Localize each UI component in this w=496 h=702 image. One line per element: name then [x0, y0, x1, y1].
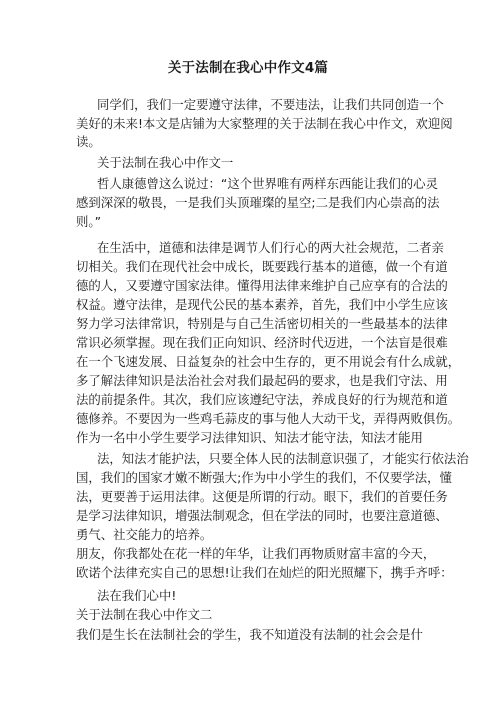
paragraph-line: 同学们，我们一定要遵守法律，不要违法，让我们共同创造一个 — [97, 97, 444, 112]
paragraph-line: 美好的未来!本文是店铺为大家整理的关于法制在我心中作文，欢迎阅 — [76, 116, 453, 131]
document-title: 关于法制在我心中作文4篇 — [167, 60, 329, 76]
paragraph-line: 多了解法律知识是法治社会对我们最起码的要求，也是我们守法、用 — [76, 373, 448, 388]
paragraph-line: 欧诺个法律充实自己的思想!让我们在灿烂的阳光照耀下，携手齐呼： — [76, 565, 453, 580]
paragraph-line: 感到深深的敬畏，一是我们头顶璀璨的星空;二是我们内心崇高的法 — [76, 195, 440, 210]
paragraph-line: 常识必须掌握。现在我们正向知识、经济时代迈进，一个法盲是很难 — [76, 335, 448, 350]
paragraph-line: 在生活中，道德和法律是调节人们行心的两大社会规范，二者亲 — [97, 240, 444, 255]
paragraph-line: 关于法制在我心中作文二 — [76, 607, 213, 622]
paragraph-line: 哲人康德曾这么说过：“这个世界唯有两样东西能让我们的心灵 — [97, 176, 438, 191]
paragraph-line: 国，我们的国家才嫩不断强大;作为中小学生的我们，不仅要学法，懂 — [76, 470, 452, 485]
paragraph-line: 法，知法才能护法，只要全体人民的法制意识强了，才能实行依法治 — [97, 451, 469, 466]
paragraph-line: 朋友，你我都处在花一样的年华，让我们再物质财富丰富的今天， — [76, 546, 436, 561]
paragraph-line: 则。” — [76, 214, 102, 229]
paragraph-line: 努力学习法律常识，特别是与自己生活密切相关的一些最基本的法律 — [76, 316, 448, 331]
paragraph-line: 权益。遵守法律，是现代公民的基本素养，首先，我们中小学生应该 — [76, 297, 448, 312]
paragraph-line: 关于法制在我心中作文一 — [97, 155, 234, 170]
paragraph-line: 法在我们心中! — [97, 588, 177, 603]
paragraph-line: 我们是生长在法制社会的学生，我不知道没有法制的社会会是什 — [76, 627, 423, 642]
paragraph-line: 法，更要善于运用法律。这便是所谓的行动。眼下，我们的首要任务 — [76, 489, 448, 504]
paragraph-line: 在一个飞速发展、日益复杂的社会中生存的，更不用说会有什么成就， — [76, 354, 461, 369]
paragraph-line: 作为一名中小学生要学习法律知识、知法才能守法，知法才能用 — [76, 430, 423, 445]
paragraph-line: 是学习法律知识，增强法制观念，但在学法的同时，也要注意道德、 — [76, 508, 448, 523]
paragraph-line: 读。 — [76, 134, 101, 149]
paragraph-line: 法的前提条件。其次，我们应该遵纪守法，养成良好的行为规范和道 — [76, 392, 448, 407]
paragraph-line: 勇气、社交能力的培养。 — [76, 527, 213, 542]
paragraph-line: 德的人，又要遵守国家法律。懂得用法律来维护自己应享有的合法的 — [76, 278, 448, 293]
paragraph-line: 德修养。不要因为一些鸡毛蒜皮的事与他人大动干戈，弄得两败俱伤。 — [76, 411, 461, 426]
paragraph-line: 切相关。我们在现代社会中成长，既要践行基本的道德，做一个有道 — [76, 259, 448, 274]
